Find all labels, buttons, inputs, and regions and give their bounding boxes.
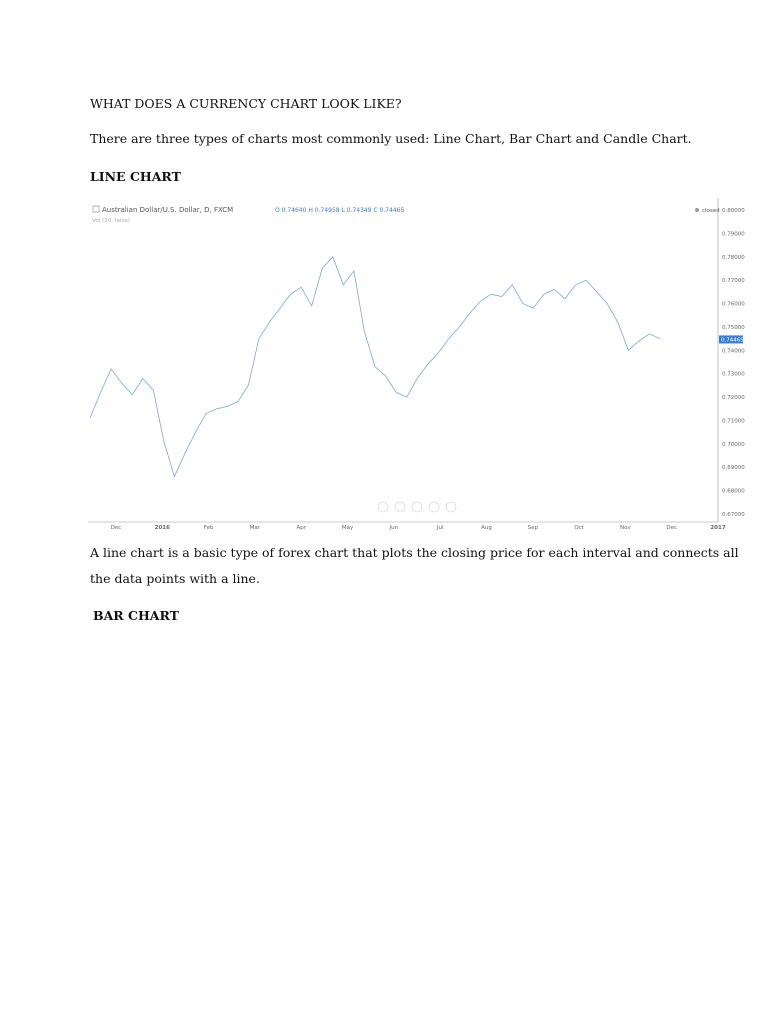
y-tick-label: 0.73000	[722, 371, 745, 378]
y-tick-label: 0.75000	[722, 324, 745, 331]
x-tick-label: May	[341, 525, 354, 531]
y-tick-label: 0.70000	[722, 441, 745, 448]
line-chart-description-2: the data points with a line.	[90, 571, 260, 586]
x-tick-label: Jul	[436, 525, 444, 531]
y-tick-label: 0.72000	[722, 395, 745, 402]
x-tick-label: Oct	[574, 525, 584, 531]
x-tick-label: 2016	[154, 525, 170, 531]
y-tick-label: 0.80000	[722, 208, 745, 214]
x-tick-label: Apr	[296, 525, 306, 531]
x-tick-label: Dec	[110, 525, 122, 531]
x-tick-label: Aug	[481, 525, 492, 531]
last-price-tag	[719, 335, 744, 343]
chart-ohlc: O 0.74640 H 0.74958 L 0.74349 C 0.74465	[275, 207, 405, 214]
x-tick-label: 2017	[710, 525, 726, 531]
y-tick-label: 0.77000	[722, 278, 745, 285]
line-chart	[88, 198, 748, 534]
x-tick-label: Jun	[389, 525, 399, 531]
svg-text:0.74465: 0.74465	[721, 337, 744, 344]
line-chart-description-1: A line chart is a basic type of forex chart that plots the closing price for each interval and connects all	[90, 545, 739, 560]
chart-status: closed	[702, 208, 720, 214]
line-chart-figure	[88, 198, 748, 534]
x-tick-label: Nov	[620, 525, 631, 531]
bar-chart-heading: BAR CHART	[93, 608, 179, 623]
y-tick-label: 0.74000	[722, 348, 745, 355]
x-tick-label: Mar	[249, 525, 261, 531]
y-tick-label: 0.79000	[722, 231, 745, 238]
line-chart-heading: LINE CHART	[90, 169, 181, 184]
x-tick-label: Sep	[527, 525, 538, 531]
intro-paragraph: There are three types of charts most commonly used: Line Chart, Bar Chart and Candle Chart.	[90, 131, 692, 146]
y-tick-label: 0.71000	[722, 418, 745, 425]
x-tick-label: Feb	[203, 525, 214, 531]
chart-symbol: Australian Dollar/U.S. Dollar, D, FXCM	[102, 206, 234, 214]
y-tick-label: 0.69000	[722, 465, 745, 472]
page-heading: WHAT DOES A CURRENCY CHART LOOK LIKE?	[90, 96, 402, 111]
y-tick-label: 0.68000	[722, 488, 745, 495]
y-tick-label: 0.67000	[722, 512, 745, 518]
x-tick-label: Dec	[666, 525, 678, 531]
chart-volume-label: Vol (20, false)	[92, 218, 130, 224]
y-tick-label: 0.76000	[722, 301, 745, 308]
status-dot-icon	[695, 208, 699, 212]
y-tick-label: 0.78000	[722, 254, 745, 261]
